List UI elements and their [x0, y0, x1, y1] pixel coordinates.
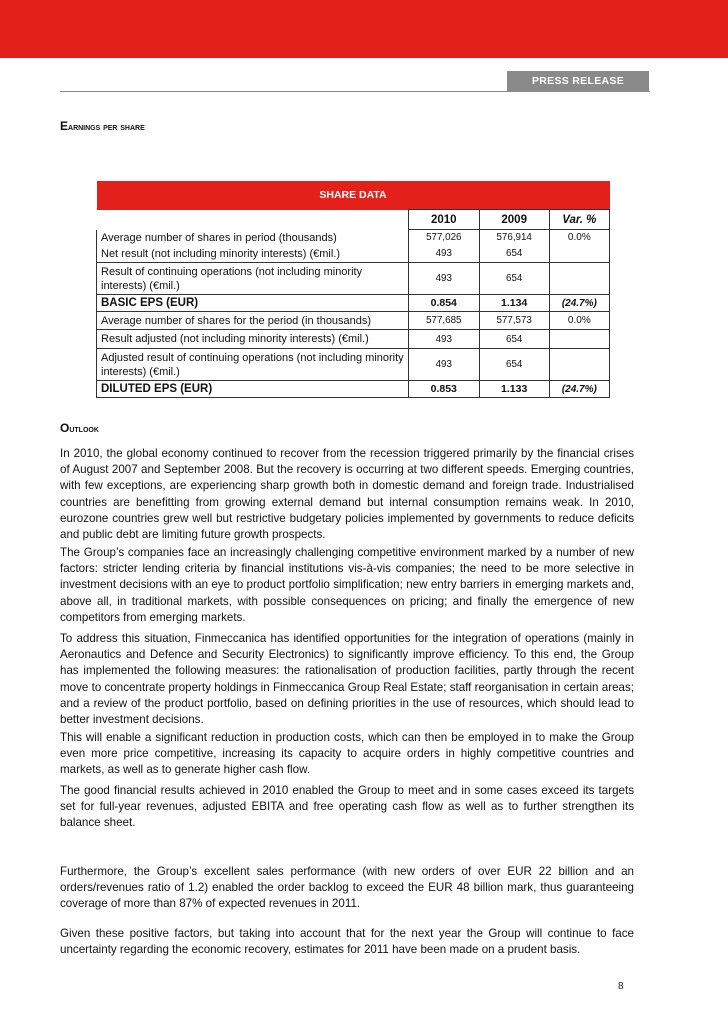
outlook-paragraph-2: The Group’s companies face an increasingly challenging competitive environment marked by a number of new factors: stricter lending criteria by financial institutions vis-à-vis companies; the need to be more selective in investment decisions with an eye to product portfolio simplification; new entry barriers in emerging markets and, above all, in traditional markets, with possible consequences on pricing; and finally the emergence of new competitors from emerging markets.	[60, 546, 634, 624]
value-var	[549, 263, 609, 295]
value-var: 0.0%	[549, 312, 609, 330]
value-2009: 1.134	[479, 295, 549, 312]
earnings-per-share-heading: Earnings per share	[60, 119, 145, 133]
table-row	[97, 312, 610, 330]
value-2009: 654	[479, 263, 549, 295]
outlook-paragraph-4: This will enable a significant reduction in production costs, which can then be employed in to make the Group even more price competitive, increasing its capacity to acquire orders in highly competitive countries and markets, as well as to generate higher cash flow.	[60, 731, 634, 777]
table-row	[97, 263, 610, 295]
value-2009: 1.133	[479, 381, 549, 398]
outlook-paragraph-7: Given these positive factors, but taking into account that for the next year the Group will continue to face uncertainty regarding the economic recovery, estimates for 2011 have been made on a prudent basis.	[60, 927, 634, 957]
row-label: Result of continuing operations (not including minority interests) (€mil.)	[97, 263, 409, 295]
table-row	[97, 246, 610, 263]
press-release-tab: PRESS RELEASE	[507, 71, 649, 91]
row-label: Adjusted result of continuing operations (not including minority interests) (€mil.)	[97, 349, 409, 381]
row-label: DILUTED EPS (EUR)	[97, 381, 409, 398]
outlook-paragraph-3: To address this situation, Finmeccanica has identified opportunities for the integration of operations (mainly in Aeronautics and Defence and Security Electronics) to significantly improve efficiency. To this end, the Group has implemented the following measures: the rationalisation of production facilities, partly through the recent move to concentrate property holdings in Finmeccanica Group Real Estate; staff reorganisation in certain areas; and a review of the product portfolio, based on defining priorities in the use of resources, which should lead to better investment decisions.	[60, 632, 634, 727]
value-2009: 654	[479, 246, 549, 263]
col-2009: 2009	[479, 210, 549, 230]
outlook-paragraph-1: In 2010, the global economy continued to recover from the recession triggered primarily by the financial crises of August 2007 and September 2008. But the recovery is occurring at two different speeds. Emerging countries, with few exceptions, are experiencing sharp growth both in domestic demand and foreign trade. Industrialised countries are benefitting from growing external demand but internal consumption remains weak. In 2010, eurozone countries grew well but restrictive budgetary policies implemented by governments to reduce deficits and public debt are limiting future growth prospects.	[60, 447, 634, 542]
value-var: (24.7%)	[549, 381, 609, 398]
value-var	[549, 246, 609, 263]
row-label: Result adjusted (not including minority interests) (€mil.)	[97, 330, 409, 349]
table-row	[97, 330, 610, 349]
value-2010: 493	[408, 246, 479, 263]
value-2010: 493	[408, 263, 479, 295]
share-data-table	[96, 181, 610, 398]
row-label: Average number of shares for the period (in thousands)	[97, 312, 409, 330]
table-row	[97, 230, 610, 246]
value-var: (24.7%)	[549, 295, 609, 312]
share-data-title-row	[97, 181, 610, 210]
value-2010: 577,026	[408, 230, 479, 246]
column-header-row	[97, 210, 610, 230]
value-var: 0.0%	[549, 230, 609, 246]
outlook-paragraph-5: The good financial results achieved in 2010 enabled the Group to meet and in some cases exceed its targets set for full-year revenues, adjusted EBITA and free operating cash flow as well as to further strengthen its balance sheet.	[60, 784, 634, 830]
value-2009: 654	[479, 349, 549, 381]
table-row-basic-eps	[97, 295, 610, 312]
col-2010: 2010	[408, 210, 479, 230]
outlook-heading: Outlook	[60, 421, 99, 435]
value-2009: 576,914	[479, 230, 549, 246]
row-label: BASIC EPS (EUR)	[97, 295, 409, 312]
row-label: Net result (not including minority interests) (€mil.)	[97, 246, 409, 263]
value-2010: 0.853	[408, 381, 479, 398]
value-2010: 493	[408, 330, 479, 349]
value-2009: 577,573	[479, 312, 549, 330]
value-2010: 493	[408, 349, 479, 381]
value-2010: 0.854	[408, 295, 479, 312]
value-2009: 654	[479, 330, 549, 349]
row-label: Average number of shares in period (thousands)	[97, 230, 409, 246]
table-row	[97, 349, 610, 381]
table-row-diluted-eps	[97, 381, 610, 398]
value-2010: 577,685	[408, 312, 479, 330]
page-number: 8	[618, 981, 624, 992]
share-data-title: SHARE DATA	[97, 181, 610, 210]
outlook-paragraph-6: Furthermore, the Group’s excellent sales performance (with new orders of over EUR 22 billion and an orders/revenues ratio of 1.2) enabled the order backlog to exceed the EUR 48 billion mark, thus guaranteeing coverage of more than 87% of expected revenues in 2011.	[60, 865, 634, 911]
value-var	[549, 349, 609, 381]
top-red-banner	[0, 0, 728, 58]
value-var	[549, 330, 609, 349]
col-var: Var. %	[549, 210, 609, 230]
header-rule	[60, 91, 650, 92]
